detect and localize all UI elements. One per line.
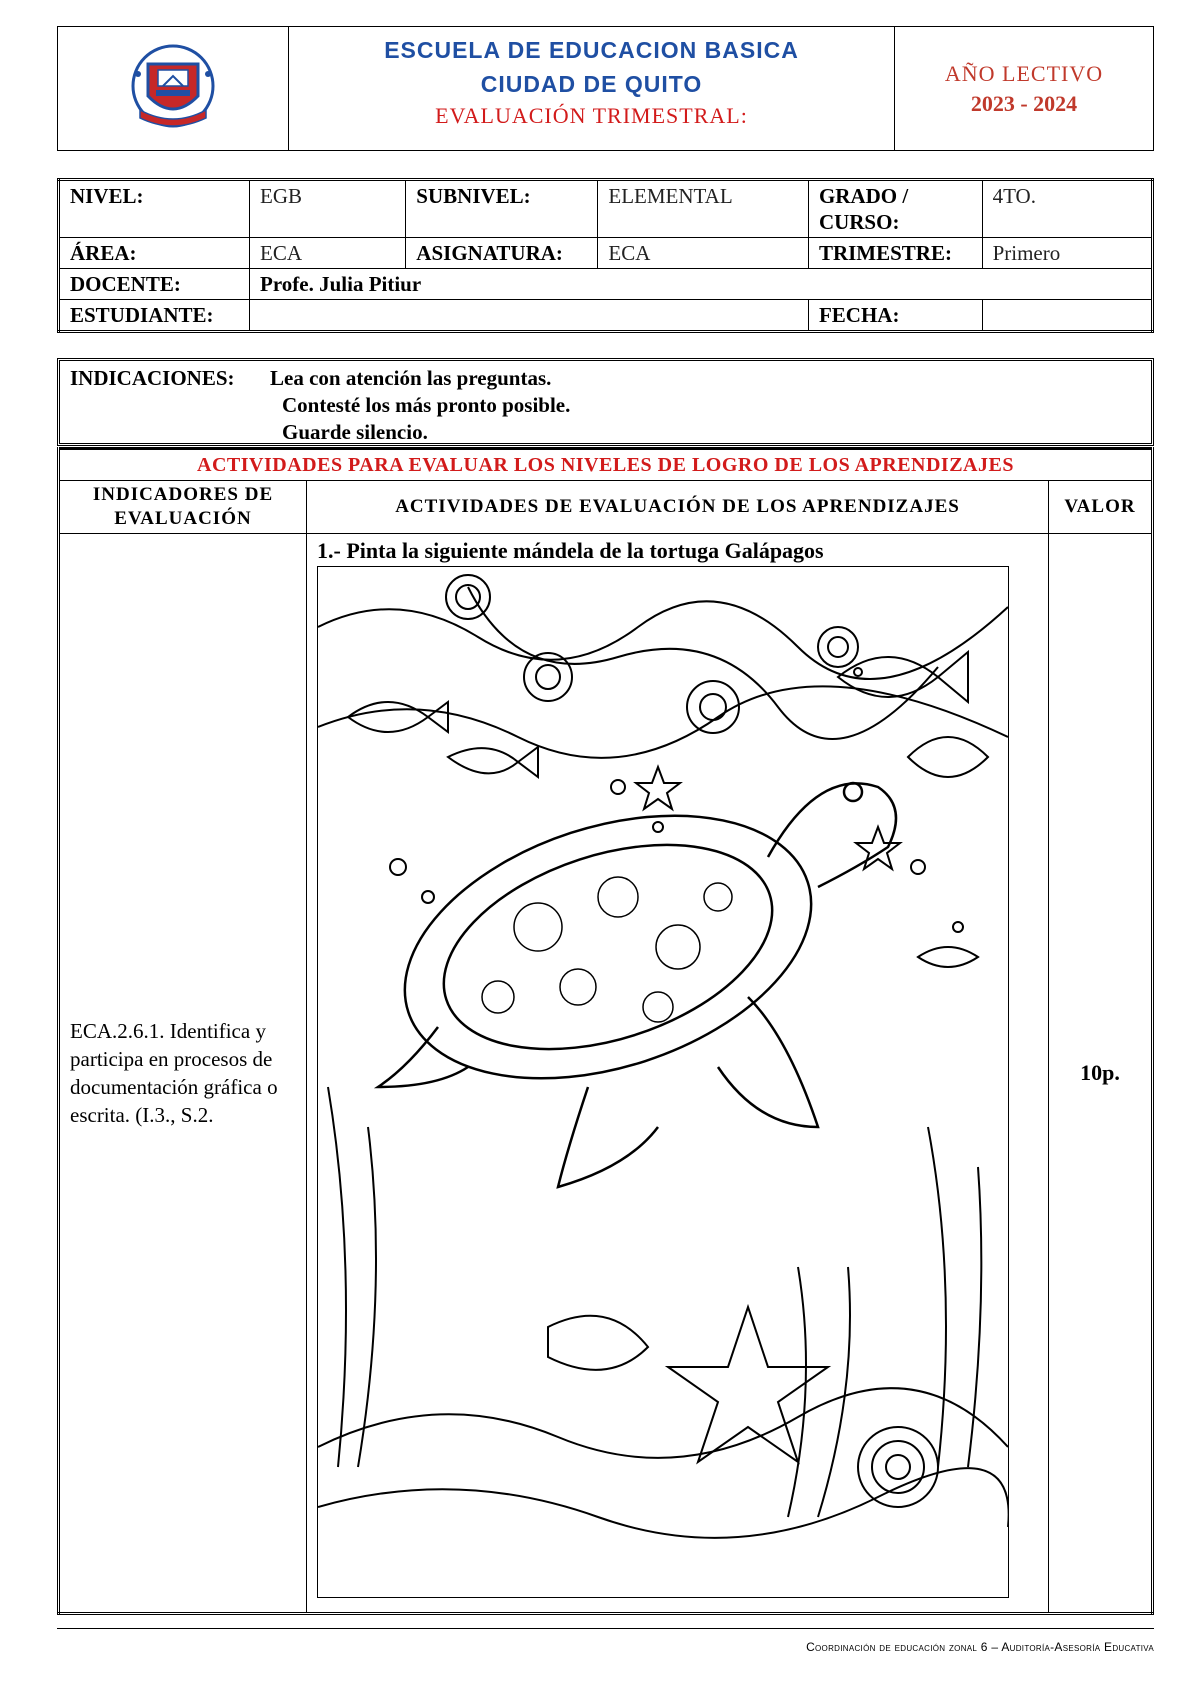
activities-table	[57, 447, 1154, 1615]
school-year-cell	[895, 27, 1153, 150]
trimestre-label: TRIMESTRE:	[808, 238, 982, 269]
indication-line-3: Guarde silencio.	[282, 420, 428, 444]
indications-label: INDICACIONES:	[70, 366, 235, 390]
turtle-mandala-coloring-image	[317, 566, 1009, 1598]
school-crest-logo	[118, 44, 228, 134]
indicators-header: INDICADORES DE EVALUACIÓN	[59, 481, 307, 534]
value-header: VALOR	[1049, 481, 1153, 534]
trimestre-value: Primero	[982, 238, 1152, 269]
student-info-table	[57, 178, 1154, 333]
asignatura-value: ECA	[598, 238, 809, 269]
activity-value: 10p.	[1049, 534, 1153, 1614]
estudiante-label: ESTUDIANTE:	[59, 300, 250, 332]
header	[57, 26, 1154, 151]
school-title-cell	[289, 27, 895, 150]
fecha-field[interactable]	[982, 300, 1152, 332]
area-value: ECA	[250, 238, 406, 269]
nivel-value: EGB	[250, 180, 406, 238]
grado-label: GRADO / CURSO:	[808, 180, 982, 238]
activities-header: ACTIVIDADES DE EVALUACIÓN DE LOS APRENDIZAJES	[307, 481, 1049, 534]
footer-divider	[57, 1628, 1154, 1629]
school-year-value: 2023 - 2024	[970, 90, 1078, 116]
school-city: CIUDAD DE QUITO	[480, 71, 703, 97]
subnivel-value: ELEMENTAL	[598, 180, 809, 238]
school-name: ESCUELA DE EDUCACION BASICA	[384, 37, 799, 63]
footer-text: Coordinación de educación zonal 6 – Auditoría-Asesoría Educativa	[806, 1640, 1154, 1654]
school-logo-cell	[58, 27, 289, 150]
area-label: ÁREA:	[59, 238, 250, 269]
estudiante-field[interactable]	[250, 300, 809, 332]
subnivel-label: SUBNIVEL:	[406, 180, 598, 238]
asignatura-label: ASIGNATURA:	[406, 238, 598, 269]
activity-cell	[307, 534, 1049, 1614]
fecha-label: FECHA:	[808, 300, 982, 332]
indications-box	[57, 358, 1154, 446]
docente-label: DOCENTE:	[59, 269, 250, 300]
indication-line-2: Contesté los más pronto posible.	[282, 393, 571, 417]
school-year-label: AÑO LECTIVO	[944, 60, 1104, 86]
indicator-text: ECA.2.6.1. Identifica y participa en procesos de documentación gráfica o escrita. (I.3., S.2.	[59, 534, 307, 1614]
question-1: 1.- Pinta la siguiente mándela de la tortuga Galápagos	[317, 538, 824, 563]
indication-line-1: Lea con atención las preguntas.	[270, 366, 552, 390]
grado-value: 4TO.	[982, 180, 1152, 238]
nivel-label: NIVEL:	[59, 180, 250, 238]
evaluation-title: EVALUACIÓN TRIMESTRAL:	[435, 103, 748, 128]
activities-title: ACTIVIDADES PARA EVALUAR LOS NIVELES DE LOGRO DE LOS APRENDIZAJES	[59, 449, 1153, 481]
docente-value: Profe. Julia Pitiur	[250, 269, 1153, 300]
